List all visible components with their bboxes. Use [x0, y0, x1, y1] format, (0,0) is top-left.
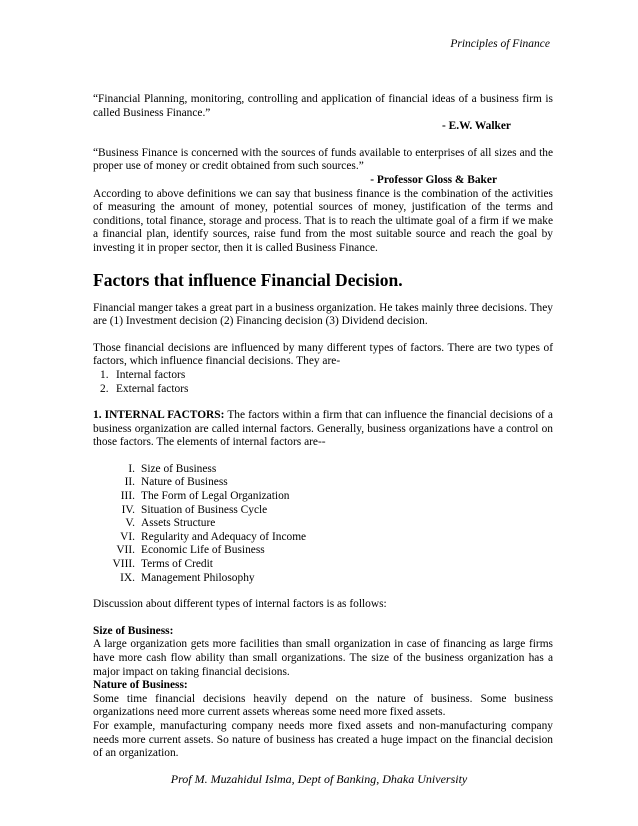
section-heading: Factors that influence Financial Decision. [93, 269, 403, 290]
page-footer: Prof M. Muzahidul Islma, Dept of Banking, Dhaka University [170, 772, 468, 786]
list-item: III. The Form of Legal Organization [120, 490, 290, 503]
list-item: VI. Regularity and Adequacy of Income [120, 530, 307, 543]
factor-types-list [93, 369, 553, 396]
list-item: 1. Internal factors [100, 368, 186, 381]
internal-elements-list [93, 463, 553, 585]
list-item: VII. Economic Life of Business [116, 544, 265, 557]
running-header: Principles of Finance [450, 38, 550, 50]
list-item: IV. Situation of Business Cycle [121, 503, 268, 516]
section-intro: Financial manger takes a great part in a business organization. He takes mainly three decisions. They are (1) Investment decision (2) Financing decision (3) Dividend decision. [93, 301, 553, 328]
quote-gloss-baker: “Business Finance is concerned with the sources of funds available to enterprises of all sizes and the proper use of money or credit obtained from such sources.” [93, 146, 553, 173]
page-content [93, 93, 553, 761]
quote-walker: “Financial Planning, monitoring, controlling and application of financial ideas of a business firm is called Business Finance.” [93, 93, 553, 119]
nature-text-2: For example, manufacturing company needs more fixed assets and non-manufacturing company needs more current assets. So nature of business has created a huge impact on the financial decision of an organization. [93, 719, 553, 760]
internal-factors-title: 1. INTERNAL FACTORS: [93, 409, 225, 422]
list-item: VIII. Terms of Credit [112, 558, 213, 571]
nature-text-1: Some time financial decisions heavily depend on the nature of business. Some business organizations need more current assets whereas some need more fixed assets. [93, 692, 553, 719]
internal-factors-paragraph: 1. INTERNAL FACTORS: The factors within a firm that can influence the financial decisions of a business organization are called internal factors. Generally, business organizations have a control on those factors. The elements of internal factors are-- [93, 409, 553, 449]
list-item: I. Size of Business [128, 462, 217, 475]
list-item: IX. Management Philosophy [120, 571, 255, 584]
nature-heading: Nature of Business: [93, 679, 188, 692]
list-item: 2. External factors [100, 382, 189, 395]
quote-gloss-baker-author: - Professor Gloss & Baker [370, 173, 497, 186]
list-item: V. Assets Structure [125, 517, 216, 530]
quote-walker-author: - E.W. Walker [442, 120, 511, 133]
types-intro: Those financial decisions are influenced by many different types of factors. There are two types of factors, which influence financial decisions. They are- [93, 341, 553, 368]
discussion-intro: Discussion about different types of internal factors is as follows: [93, 598, 387, 611]
size-heading: Size of Business: [93, 624, 174, 637]
definition-summary: According to above definitions we can say that business finance is the combination of the activities of measuring the amount of money, potential sources of money, justification of the terms and conditions, total finance, storage and process. That is to reach the ultimate goal of a firm if we make a financial plan, identify sources, raise fund from the most suitable source and reach the goal by investing it in proper sector, then it is called Business Finance. [93, 187, 553, 254]
list-item: II. Nature of Business [124, 476, 228, 489]
size-text: A large organization gets more facilities than small organization in case of financing as large firms have more cash flow ability than small organizations. The size of the business organization has a major impact on taking financial decisions. [93, 638, 553, 678]
